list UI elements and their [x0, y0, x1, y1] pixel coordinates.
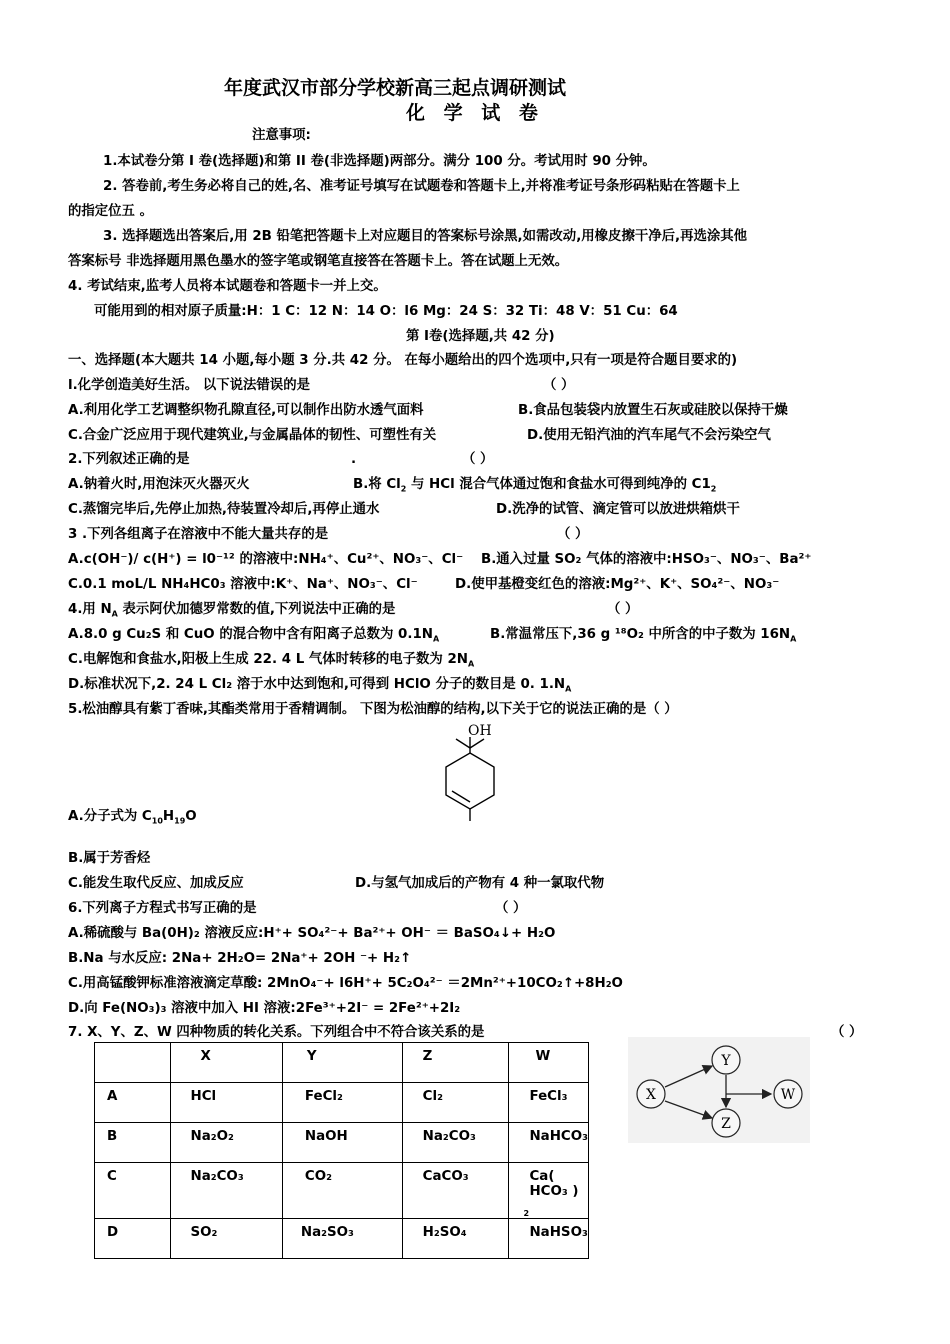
- q2-stem: 2.下列叙述正确的是: [68, 452, 190, 467]
- table-row: [95, 1083, 589, 1123]
- q1-answer-paren: （ ）: [543, 378, 575, 393]
- notice-item-2: 2. 答卷前,考生务必将自己的姓,名、准考证号填写在试题卷和答题卡上,并将准考证号条形码粘贴在答题卡上: [103, 179, 740, 194]
- q5-option-b: B.属于芳香烃: [68, 851, 151, 866]
- table-cell: Na₂O₂: [170, 1123, 282, 1163]
- table-cell: HCl: [170, 1083, 282, 1123]
- q5-option-c: C.能发生取代反应、加成反应: [68, 876, 244, 891]
- q6-option-c: C.用高锰酸钾标准溶液滴定草酸: 2MnO₄⁻+ l6H⁺+ 5C₂O₄²⁻ ＝2Mn²⁺+10CO₂↑+8H₂O: [68, 976, 623, 991]
- xyzw-relation-diagram: [628, 1037, 810, 1143]
- q7-answer-paren: （ ）: [831, 1025, 863, 1040]
- q1-option-c: C.合金广泛应用于现代建筑业,与金属晶体的韧性、可塑性有关: [68, 428, 437, 443]
- q4-stem: 4.用 $N_A$ 表示阿伏加德罗常数的值,下列说法中正确的是: [68, 602, 396, 619]
- table-header-cell: W: [509, 1043, 589, 1083]
- q6-option-a: A.稀硫酸与 Ba(0H)₂ 溶液反应:H⁺+ SO₄²⁻+ Ba²⁺+ OH⁻ ＝ BaSO₄↓+ H₂O: [68, 926, 556, 941]
- q7-stem: 7. X、Y、Z、W 四种物质的转化关系。下列组合中不符合该关系的是: [68, 1025, 485, 1040]
- table-cell: Cl₂: [402, 1083, 509, 1123]
- table-cell: D: [95, 1219, 171, 1259]
- table-cell: Na₂CO₃: [170, 1163, 282, 1219]
- q5-option-a: A.分子式为 $C_{10}H_{19}O$: [68, 809, 197, 826]
- table-header-cell: Z: [402, 1043, 509, 1083]
- table-header-cell: [95, 1043, 171, 1083]
- table-row: [95, 1123, 589, 1163]
- table-cell: Na₂SO₃: [282, 1219, 402, 1259]
- table-row: [95, 1219, 589, 1259]
- notice-item-3-cont: 答案标号 非选择题用黑色墨水的签字笔或钢笔直接答在答题卡上。答在试题上无效。: [68, 254, 569, 269]
- q2-option-c: C.蒸馏完毕后,先停止加热,待装置冷却后,再停止通水: [68, 502, 380, 517]
- table-cell: C: [95, 1163, 171, 1219]
- q1-option-d: D.使用无铅汽油的汽车尾气不会污染空气: [527, 428, 771, 443]
- node-w-label: W: [780, 1087, 796, 1103]
- part1-instructions: 一、选择题(本大题共 14 小题,每小题 3 分.共 42 分。 在每小题给出的四个选项中,只有一项是符合题目要求的): [68, 353, 738, 368]
- oh-label: OH: [468, 723, 492, 739]
- table-header-cell: X: [170, 1043, 282, 1083]
- q2-dot: .: [351, 452, 357, 467]
- q2-answer-paren: （ ）: [462, 452, 494, 467]
- table-cell: NaHCO₃: [509, 1123, 589, 1163]
- table-cell: A: [95, 1083, 171, 1123]
- q2-option-a: A.钠着火时,用泡沫灭火器灭火: [68, 477, 250, 492]
- exam-subtitle: 化 学 试 卷: [406, 102, 544, 124]
- table-cell-subscript: 2: [523, 1209, 530, 1218]
- table-cell: Na₂CO₃: [402, 1123, 509, 1163]
- q6-answer-paren: （ ）: [495, 901, 527, 916]
- q1-option-b: B.食品包装袋内放置生石灰或硅胶以保持干燥: [518, 403, 788, 418]
- q4-option-d: D.标准状况下,2. 24 L Cl₂ 溶于水中达到饱和,可得到 HClO 分子的数目是 0. $1.N_A$: [68, 677, 572, 694]
- exam-title: 年度武汉市部分学校新高三起点调研测试: [224, 77, 567, 99]
- table-cell: SO₂: [170, 1219, 282, 1259]
- cyclohexene-ring: [446, 753, 494, 809]
- table-cell: H₂SO₄: [402, 1219, 509, 1259]
- node-z-label: Z: [721, 1116, 731, 1132]
- q7-table: [94, 1042, 589, 1259]
- notice-heading: 注意事项:: [252, 128, 311, 143]
- q3-option-a: A.c(OH⁻)/ c(H⁺) = l0⁻¹² 的溶液中:NH₄⁺、Cu²⁺、NO₃⁻、Cl⁻: [68, 552, 464, 567]
- q4-option-a: A.8.0 g Cu₂S 和 CuO 的混合物中含有阳离子总数为 $0.1N_A$: [68, 627, 440, 644]
- table-cell: B: [95, 1123, 171, 1163]
- table-row: [95, 1163, 589, 1219]
- terpineol-structure-figure: [428, 721, 506, 823]
- table-cell: NaHSO₃: [509, 1219, 589, 1259]
- table-cell: FeCl₂: [282, 1083, 402, 1123]
- notice-item-1: 1.本试卷分第 I 卷(选择题)和第 II 卷(非选择题)两部分。满分 100 分。考试用时 90 分钟。: [103, 154, 656, 169]
- q6-option-b: B.Na 与水反应: 2Na+ 2H₂O= 2Na⁺+ 2OH ⁻+ H₂↑: [68, 951, 412, 966]
- q5-stem: 5.松油醇具有紫丁香味,其酯类常用于香精调制。 下图为松油醇的结构,以下关于它的说法正确的是（ ）: [68, 702, 678, 717]
- q3-stem: 3 .下列各组离子在溶液中不能大量共存的是: [68, 527, 329, 542]
- q6-option-d: D.向 Fe(NO₃)₃ 溶液中加入 HI 溶液:2Fe³⁺+2I⁻ = 2Fe²⁺+2I₂: [68, 1001, 461, 1016]
- table-cell: FeCl₃: [509, 1083, 589, 1123]
- notice-item-3: 3. 选择题选出答案后,用 2B 铅笔把答题卡上对应题目的答案标号涂黑,如需改动,用橡皮擦干净后,再选涂其他: [103, 229, 748, 244]
- table-cell: Ca( HCO₃ ) 2: [509, 1163, 589, 1219]
- q3-option-c: C.0.1 moL/L NH₄HC0₃ 溶液中:K⁺、Na⁺、NO₃⁻、Cl⁻: [68, 577, 418, 592]
- q4-answer-paren: （ ）: [607, 602, 639, 617]
- table-cell: NaOH: [282, 1123, 402, 1163]
- q3-answer-paren: （ ）: [557, 527, 589, 542]
- node-y-label: Y: [721, 1053, 731, 1069]
- q3-option-b: B.通入过量 SO₂ 气体的溶液中:HSO₃⁻、NO₃⁻、Ba²⁺: [481, 552, 812, 567]
- notice-item-2-cont: 的指定位五 。: [68, 204, 154, 219]
- q4-option-c: C.电解饱和食盐水,阳极上生成 22. 4 L 气体时转移的电子数为 $2N_A$: [68, 652, 475, 669]
- atomic-masses: 可能用到的相对原子质量:H：1 C：12 N：14 O：l6 Mg：24 S：32 Ti：48 V：51 Cu：64: [94, 304, 678, 319]
- node-x-label: X: [646, 1087, 656, 1103]
- q1-stem: l.化学创造美好生活。 以下说法错误的是: [68, 378, 310, 393]
- q4-option-b: B.常温常压下,36 g ¹⁸O₂ 中所含的中子数为 $16N_A$: [490, 627, 797, 644]
- q2-option-b: B.将 $Cl_2$ 与 HCl 混合气体通过饱和食盐水可得到纯净的 $C1_2$: [353, 477, 717, 494]
- table-header-cell: Y: [282, 1043, 402, 1083]
- q2-option-d: D.洗净的试管、滴定管可以放进烘箱烘干: [496, 502, 740, 517]
- q1-option-a: A.利用化学工艺调整织物孔隙直径,可以制作出防水透气面料: [68, 403, 424, 418]
- q3-option-d: D.使甲基橙变红色的溶液:Mg²⁺、K⁺、SO₄²⁻、NO₃⁻: [455, 577, 780, 592]
- part1-heading: 第 Ⅰ卷(选择题,共 42 分): [406, 329, 555, 344]
- q6-stem: 6.下列离子方程式书写正确的是: [68, 901, 257, 916]
- table-cell: CO₂: [282, 1163, 402, 1219]
- q5-option-d: D.与氢气加成后的产物有 4 种一氯取代物: [355, 876, 605, 891]
- table-header-row: [95, 1043, 589, 1083]
- table-cell: CaCO₃: [402, 1163, 509, 1219]
- notice-item-4: 4. 考试结束,监考人员将本试题卷和答题卡一并上交。: [68, 279, 387, 294]
